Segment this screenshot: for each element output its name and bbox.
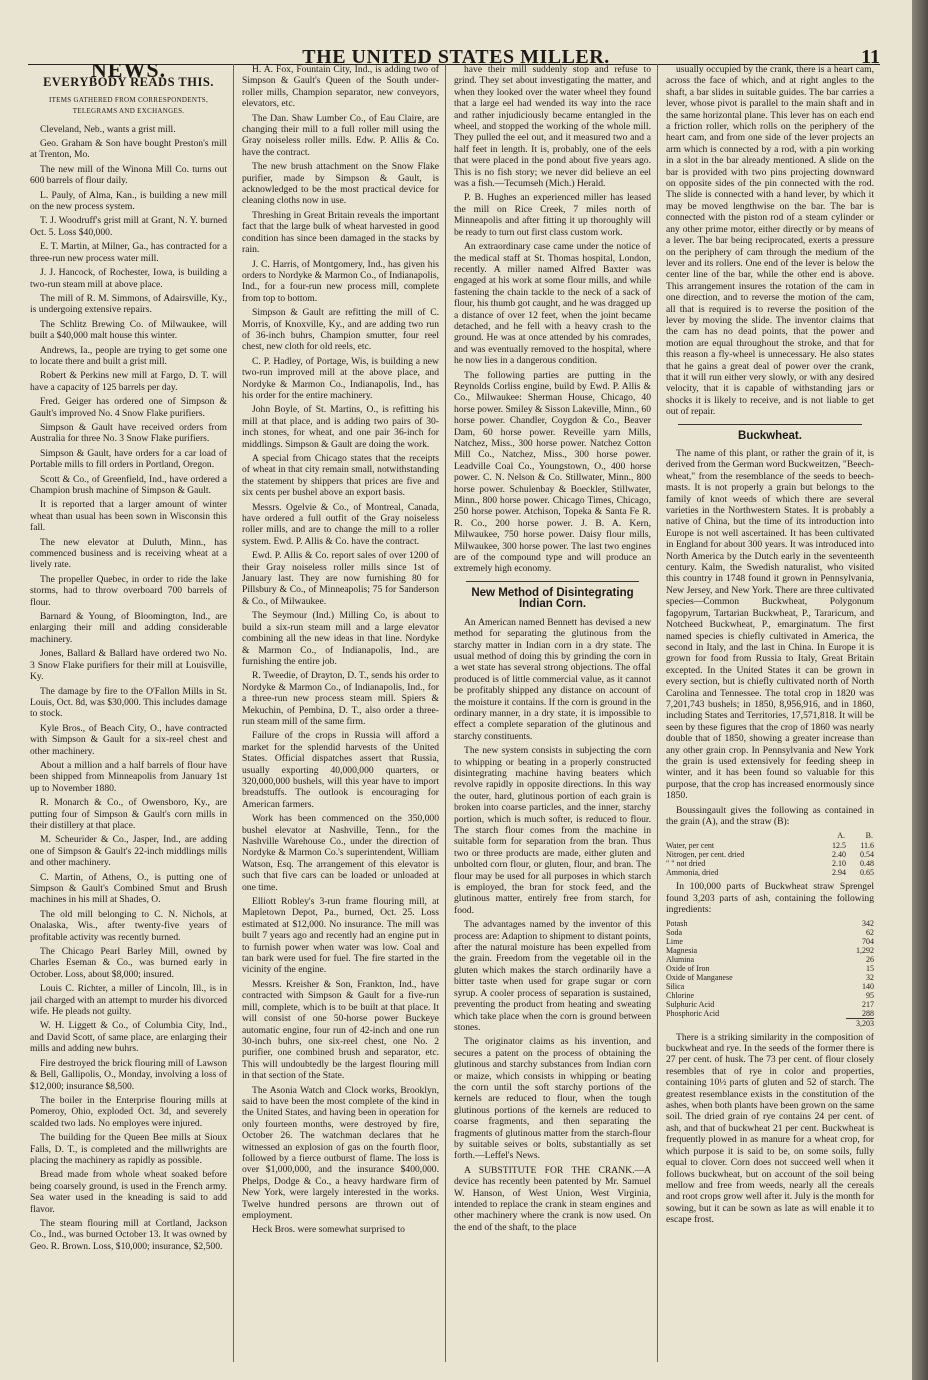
news-item: Fred. Geiger has ordered one of Simpson & Gault's improved No. 4 Snow Flake purifiers. <box>30 396 227 419</box>
table-row <box>666 991 874 1000</box>
row-label: Lime <box>666 936 683 946</box>
row-value: 1,292 <box>856 945 874 955</box>
news-item: have their mill suddenly stop and refuse to grind. They set about investigating the matter, and when they looked over the water wheel they found that a large eel had wended its way into the race and rather injudiciously became entangled in the wheel, and stopped the working of the whole mill. They pulled the eel out, and it measured two and a half feet in length. It is, probably, one of the eels that were placed in the pond about five years ago. This is no fish story; we never did believe an eel was a fish.—Tecumseh (Mich.) Herald. <box>454 64 651 190</box>
table-row <box>666 946 874 955</box>
news-item: Work has been commenced on the 350,000 bushel elevator at Nashville, Tenn., for the Nashville Warehouse Co., under the direction of Nordyke & Marmon Co.'s superintendent, William Watson, Esq. The arrangement of this elevator is such that five cars can be loaded or unloaded at one time. <box>242 813 439 893</box>
news-subheading: EVERYBODY READS THIS. <box>43 75 214 90</box>
table-row <box>666 955 874 964</box>
column-1 <box>30 64 227 1364</box>
news-item: Scott & Co., of Greenfield, Ind., have ordered a Champion brush machine of Simpson & Gault. <box>30 473 227 496</box>
news-item: Barnard & Young, of Bloomington, Ind., are enlarging their mill and adding considerable machinery. <box>30 611 227 645</box>
news-item: H. A. Fox, Fountain City, Ind., is adding two of Simpson & Gault's Queen of the South under-roller mills, Champion separator, new conveyors, elevators, etc. <box>242 64 439 110</box>
row-value: 140 <box>862 981 874 991</box>
row-label: Alumina <box>666 954 694 964</box>
row-value: 217 <box>862 999 874 1009</box>
row-label: Soda <box>666 927 682 937</box>
row-value: 26 <box>866 954 874 964</box>
news-item: P. B. Hughes an experienced miller has leased the mill on Rice Creek, 7 miles north of Minneapolis and after fitting it up thoroughly will be ready to turn out first class custom work. <box>454 192 651 238</box>
row-value: 2.40 <box>832 850 846 860</box>
news-item: The new brush attachment on the Snow Flake purifier, made by Simpson & Gault, is acknowledged to be the most practical device for cleaning cloths now in use. <box>242 161 439 207</box>
row-label: Chlorine <box>666 990 694 1000</box>
news-item: An American named Bennett has devised a new method for separating the glutinous from the starchy matter in Indian corn in a dry state. The usual method of doing this by grinding the corn in a wet state has several strong objections. The offal produced is of little commercial value, as it cannot be profitably shipped any distance on account of the moisture it contains. If the corn is ground in the ordinary manner, in a dry state, it is impossible to effect a complete separation of the glutinous and starchy constituents. <box>454 616 651 742</box>
row-value: 342 <box>862 918 874 928</box>
row-value: 32 <box>866 972 874 982</box>
news-item: usually occupied by the crank, there is a heart cam, across the face of which, and at right angles to the shaft, a bar slides in suitable guides. The bar carries a lever, whose pivot is parallel to the main shaft and in the same horizontal plane. This lever has on each end a friction roller, which rolls on the periphery of the heart cam, and from one side of the lever projects an arm which is connected by a rod, with a pin working in a slot in the bar already mentioned. A slide on the bar is provided with two pins projecting downward on opposite sides of the pin connected with the rod. The slide is connected with a hand lever, by which it may be moved lengthwise on the bar. The bar is connected with the piston rod of a steam cylinder or any other prime motor, either directly or by means of a lever. The bar being reciprocated, exerts a pressure on the periphery of cam through the medium of the lever and its rollers. One end of the lever is below the center line of the bar, while the other end is above. This arrangement insures the rotation of the cam in one direction, and to reverse the motion of the cam, all that is required is to reverse the position of the lever by moving the slide. The inventor claims that the cam has no dead points, that the power and motion are equal throughout the stroke, and that for this reason a fly-wheel is unnecessary. He also states that he gains a great deal of power over the crank, that it will run either very slowly, or with any desired velocity, that it is capable of withstanding jars or shocks it is likely to receive, and is not liable to get out of repair. <box>666 64 874 418</box>
news-item: Messrs. Ogelvie & Co., of Montreal, Canada, have ordered a full outfit of the Gray noiseless roller mills, and are to change the mill to a roller system. Ewd. P. Allis & Co. have the contract. <box>242 501 439 547</box>
table-row <box>666 841 874 850</box>
news-item: The Dan. Shaw Lumber Co., of Eau Claire, are changing their mill to a full roller mill using the Gray noiseless roller mills. Edw. P. Allis & Co. have the contract. <box>242 112 439 158</box>
news-item: The name of this plant, or rather the grain of it, is derived from the German word Buckweitzen, "Beech-wheat," from the resemblance of the seeds to beech-masts. It is not properly a grain but belongs to the family of knot weeds of which there are several varieties in the Northwestern States. It is probably a native of China, but the time of its introduction into Europe is not well ascertained. It has been cultivated in England for about 300 years. It was introduced into North America by the Dutch early in the seventeenth century. Kalm, the Swedish naturalist, who visited this country in 1748 found it grown in Pennsylvania, New Jersey, and New York. There are three cultivated species—Common Buckwheat, Polygonum fagopyrum, Tartarian Buckwheat, P., Tararicum, and Notcheed Buckwheat, P., emarginatum. The first named species is chiefly cultivated in America, the second in Italy, and the last in China. In Europe it is grown for food from Russia to Italy, Great Britain excepted. In the United States it can be grown in every section, but is chiefly cultivated north of North Carolina and Tennessee. The total crop in 1820 was 7,201,743 bushels; in 1850, 8,956,916, and in 1860, including States and Territories, 17,571,818. It will be seen by these figures that the crop of 1860 was nearly double that of 1850, showing a greater increase than any other grain crop. In Pennsylvania and New York the grain is used extensively for feeding sheep in winter, and it has been found so valuable for this purpose, that the crop has increased enormously since 1850. <box>666 448 874 802</box>
news-item: The mill of R. M. Simmons, of Adairsville, Ky., is undergoing extensive repairs. <box>30 292 227 316</box>
news-item: The new system consists in subjecting the corn to whipping or beating in a properly constructed disintegrating machine having beaters which revolve rapidly in opposite directions. In this way the outer, hard, glutinous portion of each grain is broken into coarse particles, and the inner, starchy portion, which is much softer, is reduced to flour. The starch flour comes from the machine in suitable form for separation from the bran. Thus two or three products are made, either gluten and unbolted corn flour, or gluten, flour, and bran. The flour may be used for all purposes in which starch is employed, the bran for stock feed, and the glutinous matter, entirely free from starch, for food. <box>454 745 651 916</box>
table-row <box>666 859 874 868</box>
news-item: Failure of the crops in Russia will afford a market for the splendid harvests of the United States. Official dispatches assert that Russia, usually exporting 40,000,000 quarters, or 320,000,000 bushels, will this year have to import breadstuffs. The outlook is encouraging for American farmers. <box>242 730 439 810</box>
news-item: The Seymour (Ind.) Milling Co, is about to build a six-run steam mill and a large elevator combining all the new ideas in that line. Nordyke & Marmon Co., of Indianapolis, Ind., are furnishing the entire job. <box>242 610 439 667</box>
buckwheat-closing: There is a striking similarity in the composition of buckwheat and rye. In the seeds of the former there is 27 per cent. of husk. The 73 per cent. of flour closely resembles that of rye in color and properties, containing 10½ parts of gluten and 52 of starch. The greatest resemblance exists in the constitution of the ashes, when both plants have been grown on the same soil. The dried grain of rye contains 24 per cent. of ash, and that of buckwheat 21 per cent. Buckwheat is frequently plowed in as manure for a wheat crop, for which purpose it is said to be, on some soils, fully equal to clover. Corn does not succeed well when it follows buckwheat, but on account of the soil being mellow and free from weeds, nearly all the cereals and root crops grow well after it. July is the month for sowing, but it can be sown as late as will enable it to escape frost. <box>666 1031 874 1226</box>
grain-analysis-table <box>666 830 874 877</box>
table-row <box>666 982 874 991</box>
row-value: 704 <box>862 936 874 946</box>
news-item: It is reported that a larger amount of winter wheat than usual has been sown in Wisconsin this fall. <box>30 499 227 534</box>
row-value: 11.6 <box>860 841 874 851</box>
news-item: A special from Chicago states that the receipts of wheat in that city remain small, notwithstanding the statement by shippers that prices are five and six cents per bushel above an export basis. <box>242 453 439 499</box>
news-item: R. Tweedie, of Drayton, D. T., sends his order to Nordyke & Marmon Co., of Indianapolis, Ind., for a three-run new process steam mill. Spiers & Mekuchin, of Pembina, D. T., also order a three-run steam mill of the same firm. <box>242 670 439 727</box>
news-item: Boussingault gives the following as contained in the grain (A), and the straw (B): <box>666 804 874 827</box>
row-label: Oxide of Manganese <box>666 972 733 982</box>
row-value: 95 <box>866 990 874 1000</box>
table-row <box>666 868 874 877</box>
news-item: Fire destroyed the brick flouring mill of Lawson & Bell, Gallipolis, O., Monday, involving a loss of $12,000; insurance $8,500. <box>30 1057 227 1092</box>
column-3 <box>454 64 651 1364</box>
news-item: The originator claims as his invention, and secures a patent on the process of obtaining the glutinous and starchy substances from Indian corn or maize, which consists in whipping or beating the corn until the soft starchy portions of the kernels are reduced to flour, when the tough glutinous portions of the kernels are reduced to coarse fragments, and then separating the fragments of glutinous matter from the starch-flour by suitable seives or bolts, substantially as set forth.—Leffel's News. <box>454 1036 651 1162</box>
news-item: The Asonia Watch and Clock works, Brooklyn, said to have been the most complete of the kind in the United States, and having been in operation for only fourteen months, were destroyed by fire, October 26. The watchman declares that he witnessed an explosion of gas on the fourth floor, followed by a fierce outburst of flame. The loss is over $1,000,000, and the insurance $400,000. Phelps, Dodge & Co., a heavy hardware firm of New York, were largely interested in the works. Twelve hundred persons are thrown out of employment. <box>242 1084 439 1221</box>
news-item: The new elevator at Duluth, Minn., has commenced business and is receiving wheat at a lively rate. <box>30 536 227 571</box>
news-item: The boiler in the Enterprise flouring mills at Pomeroy, Ohio, exploded Oct. 3d, and severely scalded two lads. No employes were injured. <box>30 1094 227 1129</box>
news-item: Andrews, Ia., people are trying to get some one to locate there and built a grist mill. <box>30 344 227 367</box>
table-row <box>666 919 874 928</box>
news-item: C. Martin, of Athens, O., is putting one of Simpson & Gault's Combined Smut and Brush machines in his mill at Shades, O. <box>30 871 227 906</box>
news-item: Simpson & Gault are refitting the mill of C. Morris, of Knoxville, Ky., and are adding two run of 36-inch buhrs, Champion smutter, four reel chest, new cloth for old reels, etc. <box>242 307 439 353</box>
news-item: T. J. Woodruff's grist mill at Grant, N. Y. burned Oct. 5. Loss $40,000. <box>30 215 227 238</box>
page-edge <box>912 0 928 1380</box>
row-label: " " not dried <box>666 859 706 869</box>
row-label: Phosphoric Acid <box>666 1008 720 1018</box>
column-divider <box>233 64 234 1362</box>
news-item: Ewd. P. Allis & Co. report sales of over 1200 of their Gray noiseless roller mills since 1st of January last. They are now furnishing 80 for Pillsbury & Co., of Minneapolis; 75 for Sanderson & Co., of Milwaukee. <box>242 550 439 607</box>
news-item: The steam flouring mill at Cortland, Jackson Co., Ind., was burned October 13. It was owned by Geo. R. Brown. Loss, $10,000; insurance, $2,500. <box>30 1217 227 1252</box>
table-row <box>666 1000 874 1009</box>
news-item: About a million and a half barrels of flour have been shipped from Minneapolis from January 1st up to November 1880. <box>30 759 227 794</box>
news-heading: NEWS. <box>90 64 167 82</box>
page-number: 11 <box>861 46 880 68</box>
news-item: Louis C. Richter, a miller of Lincoln, Ill., is in jail charged with an attempt to murder his divorced wife. He pleads not guilty. <box>30 983 227 1018</box>
news-item: E. T. Martin, at Milner, Ga., has contracted for a three-run new process water mill. <box>30 241 227 264</box>
table-row <box>666 964 874 973</box>
news-item: The old mill belonging to C. N. Nichols, at Onalaska, Wis., after twenty-five years of profitable activity was recently burned. <box>30 908 227 943</box>
news-note: ITEMS GATHERED FROM CORRESPONDENTS, TELEGRAMS AND EXCHANGES. <box>48 95 209 116</box>
ash-total: 3,203 <box>846 1018 874 1028</box>
row-value: 62 <box>866 927 874 937</box>
news-item: Bread made from whole wheat soaked before being coarsely ground, is used in the French army. Sea water used in the kneading is said to add flavor. <box>30 1169 227 1215</box>
column-4-items <box>666 64 874 418</box>
table-row <box>666 850 874 859</box>
table-row <box>666 1009 874 1019</box>
news-item: The damage by fire to the O'Fallon Mills in St. Louis, Oct. 8d, was $30,000. This includes damage to stock. <box>30 685 227 720</box>
news-item: J. J. Hancock, of Rochester, Iowa, is building a two-run steam mill at above place. <box>30 267 227 290</box>
news-item: Cleveland, Neb., wants a grist mill. <box>40 123 176 135</box>
row-value: 2.94 <box>832 868 846 878</box>
row-value: 0.65 <box>860 868 874 878</box>
column-3-items <box>454 64 651 575</box>
table-row <box>666 973 874 982</box>
news-item: Simpson & Gault, have orders for a car load of Portable mills to fill orders in Portland, Oregon. <box>30 447 227 471</box>
column-4 <box>666 64 874 1364</box>
column-1-items <box>30 124 227 1253</box>
column-2 <box>242 64 439 1364</box>
row-value: 288 <box>862 1008 874 1018</box>
table-header: A. <box>837 831 845 841</box>
row-label: Ammonia, dried <box>666 868 719 878</box>
buckwheat-section-items <box>666 448 874 827</box>
row-value: 0.54 <box>860 850 874 860</box>
row-label: Nitrogen, per cent. dried <box>666 850 745 860</box>
masthead-title: THE UNITED STATES MILLER. <box>302 46 610 68</box>
news-item: The Chicago Pearl Barley Mill, owned by Charles Eseman & Co., was burned early in October. Loss, about $8,000; insured. <box>30 946 227 980</box>
row-label: Oxide of Iron <box>666 963 710 973</box>
news-item: W. H. Liggett & Co., of Columbia City, Ind., and David Scott, of same place, are enlarging their mills and adding new buhrs. <box>30 1020 227 1055</box>
table-intro: In 100,000 parts of Buckwheat straw Sprengel found 3,203 parts of ash, containing the following ingredients: <box>666 881 874 916</box>
news-item: M. Scheurider & Co., Jasper, Ind., are adding one of Simpson & Gault's 22-inch middlings mills and other machinery. <box>30 834 227 869</box>
row-value: 0.48 <box>860 859 874 869</box>
news-item: Elliott Robley's 3-run frame flouring mill, at Mapletown Depot, Pa., burned, Oct. 25. Loss estimated at $12,000. No insurance. The mill was built 7 years ago and recently had an engine put in to furnish power when water was low. Coal and tan bark were used for fuel. The fire started in the vicinity of the engine. <box>242 896 439 976</box>
news-item: C. P. Hadley, of Portage, Wis, is building a new two-run improved mill at the above place, and Nordyke & Marmon Co., Indianapolis, Ind., has his order for the entire machinery. <box>242 355 439 401</box>
ash-analysis-table <box>666 919 874 1028</box>
section-rule <box>466 581 639 582</box>
news-item: Geo. Graham & Son have bought Preston's mill at Trenton, Mo. <box>30 138 227 161</box>
news-item: Messrs. Kreisher & Son, Frankton, Ind., have contracted with Simpson & Gault for a five-run mill, complete, which is to be built at that place. It will consist of one 50-horse power Buckeye automatic engine, four run of 42-inch and one run 30-inch buhrs, one six-reel chest, one No. 2 purifier, one combined brush and separator, etc. This will undoubtedly be the largest flouring mill in that section of the State. <box>242 978 439 1082</box>
table-row <box>666 928 874 937</box>
column-2-items <box>242 64 439 1236</box>
corn-section-items <box>454 617 651 1234</box>
news-item: Threshing in Great Britain reveals the important fact that the large bulk of wheat harvested in good condition has since been damaged in the stacks by rain. <box>242 209 439 256</box>
row-value: 15 <box>866 963 874 973</box>
news-item: The propeller Quebec, in order to ride the lake storms, had to throw overboard 700 barrels of flour. <box>30 573 227 608</box>
news-item: The following parties are putting in the Reynolds Corliss engine, build by Ewd. P. Allis & Co., Milwaukee: Sherman House, Chicago, 40 horse power. Smiley & Sisson Lakeville, Minn., 60 horse power. Chandler, Coygdon & Co., Beaver Dam, 60 horse power. Reveille yarn Mills, Natchez, Miss., 300 horse power. Natchez Cotton Mill Co., Natchez, Miss., 300 horse power. Leadville Coal Co., Youngstown, O., 400 horse power. C. N. Nelson & Co. Stillwater, Minn., 800 horse power. Schulenbay & Boeckler, Stillwater, Minn., 800 horse power. Chicago Times, Chicago, 250 horse power. Atchison, Topeka & Santa Fe R. R. Co., 200 horse power. J. B. A. Kern, Milwaukee, 750 horse power. Daisy flour mills, Milwaukee, 300 horse power. The last two engines are of the compound type and will produce an extremely high economy. <box>454 369 651 575</box>
row-label: Sulphuric Acid <box>666 999 715 1009</box>
column-divider <box>657 64 658 1362</box>
row-value: 12.5 <box>832 841 846 851</box>
buckwheat-section-title: Buckwheat. <box>738 429 802 442</box>
news-item: L. Pauly, of Alma, Kan., is building a new mill on the new process system. <box>30 189 227 213</box>
news-item: The advantages named by the inventor of this process are: Adaption to shipment to distant points, after the natural moisture has been expelled from the grain. Freedom from the vegetable oil in the gluten which makes the starch ordinarily have a bitter taste when used for grape sugar or corn syrup. A cooler process of separation is sustained, preventing the product from heating and sweating which take place when the corn is ground between stones. <box>454 919 651 1033</box>
news-item: J. C. Harris, of Montgomery, Ind., has given his orders to Nordyke & Marmon Co., of Indianapolis, Ind., for a four-run new process mill, complete from top to bottom. <box>242 258 439 304</box>
news-item: Jones, Ballard & Ballard have ordered two No. 3 Snow Flake purifiers for their mill at Louisville, Ky. <box>30 648 227 683</box>
news-item: The Schlitz Brewing Co. of Milwaukee, will built a $40,000 malt house this winter. <box>30 318 227 342</box>
row-label: Potash <box>666 918 688 928</box>
news-item: John Boyle, of St. Martins, O., is refitting his mill at that place, and is adding two pairs of 30-inch stones, for wheat, and one pair 36-inch for middlings. Simpson & Gault are doing the work. <box>242 404 439 450</box>
row-value: 2.10 <box>832 859 846 869</box>
corn-section-title: New Method of Disintegrating Indian Corn. <box>471 586 634 611</box>
row-label: Silica <box>666 981 685 991</box>
section-rule <box>678 424 862 425</box>
news-item: The building for the Queen Bee mills at Sioux Falls, D. T., is completed and the millwrights are placing the machinery as rapidly as possible. <box>30 1132 227 1166</box>
table-header: B. <box>865 831 873 841</box>
news-item: Kyle Bros., of Beach City, O., have contracted with Simpson & Gault for a six-reel chest and other machinery. <box>30 722 227 757</box>
row-label: Magnesia <box>666 945 698 955</box>
news-item: The new mill of the Winona Mill Co. turns out 600 barrels of flour daily. <box>30 163 227 187</box>
table-row <box>666 937 874 946</box>
news-item: Heck Bros. were somewhat surprised to <box>252 1224 405 1236</box>
news-item: Robert & Perkins new mill at Fargo, D. T. will have a capacity of 125 barrels per day. <box>30 370 227 393</box>
news-item: An extraordinary case came under the notice of the medical staff at St. Thomas hospital, London, recently. A miller named Alfred Baxter was engaged at his work at some flour mills, and while fastening the chain tackle to the neck of a sack of flour, his thumb got caught, and he was dragged up a distance of over 12 feet, when the joint became detached, and he fell with a heavy crash to the ground. He was at once attended by his comrades, and was eventually removed to the hospital, where he now lies in a dangerous condition. <box>454 241 651 367</box>
row-label: Water, per cent <box>666 841 715 851</box>
news-item: R. Monarch & Co., of Owensboro, Ky., are putting four of Simpson & Gault's corn mills in their distillery at that place. <box>30 797 227 831</box>
news-item: Simpson & Gault have received orders from Australia for three No. 3 Snow Flake purifiers. <box>30 421 227 445</box>
news-item: A SUBSTITUTE FOR THE CRANK.—A device has recently been patented by Mr. Samuel W. Hanson, of West Union, West Virginia, intended to replace the crank in steam engines and other machinery where the crank is now used. On the end of the shaft, to the place <box>454 1164 651 1233</box>
column-divider <box>445 64 446 1362</box>
